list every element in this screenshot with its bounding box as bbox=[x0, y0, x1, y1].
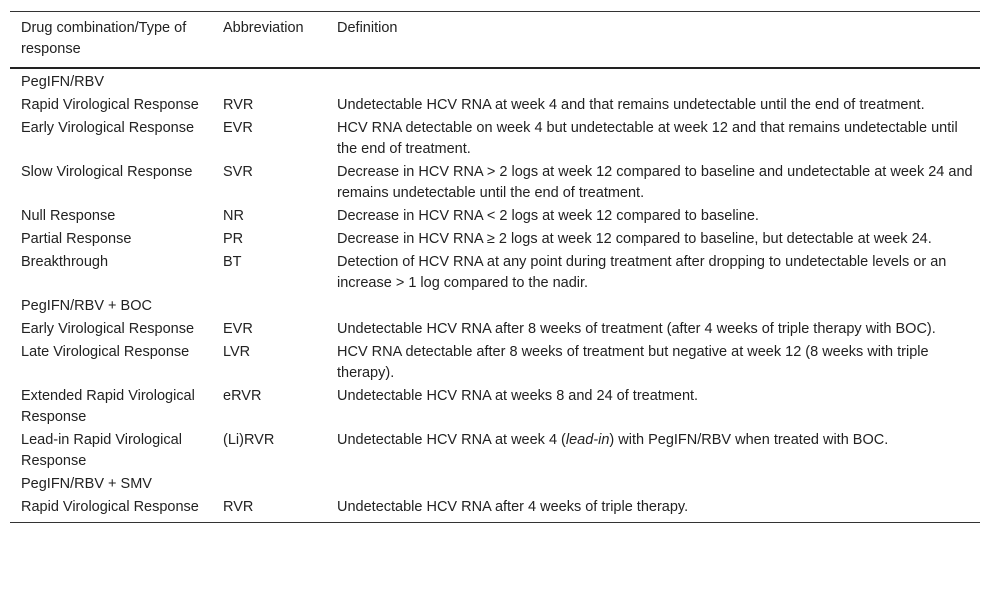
abbreviation: RVR bbox=[223, 499, 254, 515]
group-title: PegIFN/RBV + SMV bbox=[21, 476, 152, 492]
definition-part: ) with PegIFN/RBV when treated with BOC. bbox=[609, 432, 889, 448]
response-type: Breakthrough bbox=[21, 254, 109, 270]
abbreviation: SVR bbox=[223, 164, 253, 180]
table-row bbox=[10, 342, 980, 384]
definition: Detection of HCV RNA at any point during treatment after dropping to undetectable levels or an increase > 1 log compared to the nadir. bbox=[337, 254, 947, 291]
table-row bbox=[10, 118, 980, 160]
table-row bbox=[10, 95, 980, 116]
definition: HCV RNA detectable after 8 weeks of treatment but negative at week 12 (8 weeks with triple therapy). bbox=[337, 344, 929, 381]
response-definitions-table bbox=[10, 11, 980, 523]
abbreviation: eRVR bbox=[223, 388, 262, 404]
table-row bbox=[10, 206, 980, 227]
response-type: Early Virological Response bbox=[21, 120, 195, 136]
group-title: PegIFN/RBV + BOC bbox=[21, 298, 152, 314]
abbreviation: RVR bbox=[223, 97, 254, 113]
response-type: Extended Rapid Virological Response bbox=[21, 388, 195, 425]
response-type: Lead-in Rapid Virological Response bbox=[21, 432, 182, 469]
definition: Undetectable HCV RNA after 8 weeks of treatment (after 4 weeks of triple therapy with BOC). bbox=[337, 321, 936, 337]
response-type: Early Virological Response bbox=[21, 321, 195, 337]
definition: Decrease in HCV RNA > 2 logs at week 12 compared to baseline and undetectable at week 24 and remains undetectable until the end of treatment. bbox=[337, 164, 973, 201]
response-type: Rapid Virological Response bbox=[21, 499, 199, 515]
definition-emphasis: lead-in bbox=[565, 432, 610, 448]
table-row bbox=[10, 252, 980, 294]
header-abbreviation: Abbreviation bbox=[223, 20, 304, 36]
definition: Decrease in HCV RNA < 2 logs at week 12 compared to baseline. bbox=[337, 208, 759, 224]
definition: Undetectable HCV RNA after 4 weeks of triple therapy. bbox=[337, 499, 689, 515]
response-type: Slow Virological Response bbox=[21, 164, 193, 180]
definition bbox=[337, 430, 977, 472]
definition: Decrease in HCV RNA ≥ 2 logs at week 12 compared to baseline, but detectable at week 24. bbox=[337, 231, 932, 247]
definition: Undetectable HCV RNA at week 4 and that remains undetectable until the end of treatment. bbox=[337, 97, 925, 113]
table-body bbox=[10, 69, 980, 522]
abbreviation: LVR bbox=[223, 344, 251, 360]
abbreviation: BT bbox=[223, 254, 242, 270]
table-row bbox=[10, 319, 980, 340]
table-row bbox=[10, 162, 980, 204]
header-definition: Definition bbox=[337, 20, 398, 36]
response-type: Partial Response bbox=[21, 231, 132, 247]
table-row bbox=[10, 430, 980, 472]
abbreviation: NR bbox=[223, 208, 244, 224]
table-row bbox=[10, 386, 980, 428]
definition: Undetectable HCV RNA at weeks 8 and 24 of treatment. bbox=[337, 388, 699, 404]
abbreviation: (Li)RVR bbox=[223, 432, 275, 448]
response-type: Late Virological Response bbox=[21, 344, 190, 360]
response-type: Null Response bbox=[21, 208, 116, 224]
definition: HCV RNA detectable on week 4 but undetectable at week 12 and that remains undetectable until the end of treatment. bbox=[337, 120, 958, 157]
definition-part: Undetectable HCV RNA at week 4 ( bbox=[337, 432, 566, 448]
group-title: PegIFN/RBV bbox=[21, 74, 104, 90]
table-header bbox=[10, 12, 980, 69]
table-row bbox=[10, 497, 980, 518]
table-row bbox=[10, 229, 980, 250]
abbreviation: PR bbox=[223, 231, 244, 247]
header-drug-combination: Drug combination/Type of response bbox=[21, 20, 187, 57]
abbreviation: EVR bbox=[223, 120, 253, 136]
response-type: Rapid Virological Response bbox=[21, 97, 199, 113]
abbreviation: EVR bbox=[223, 321, 253, 337]
